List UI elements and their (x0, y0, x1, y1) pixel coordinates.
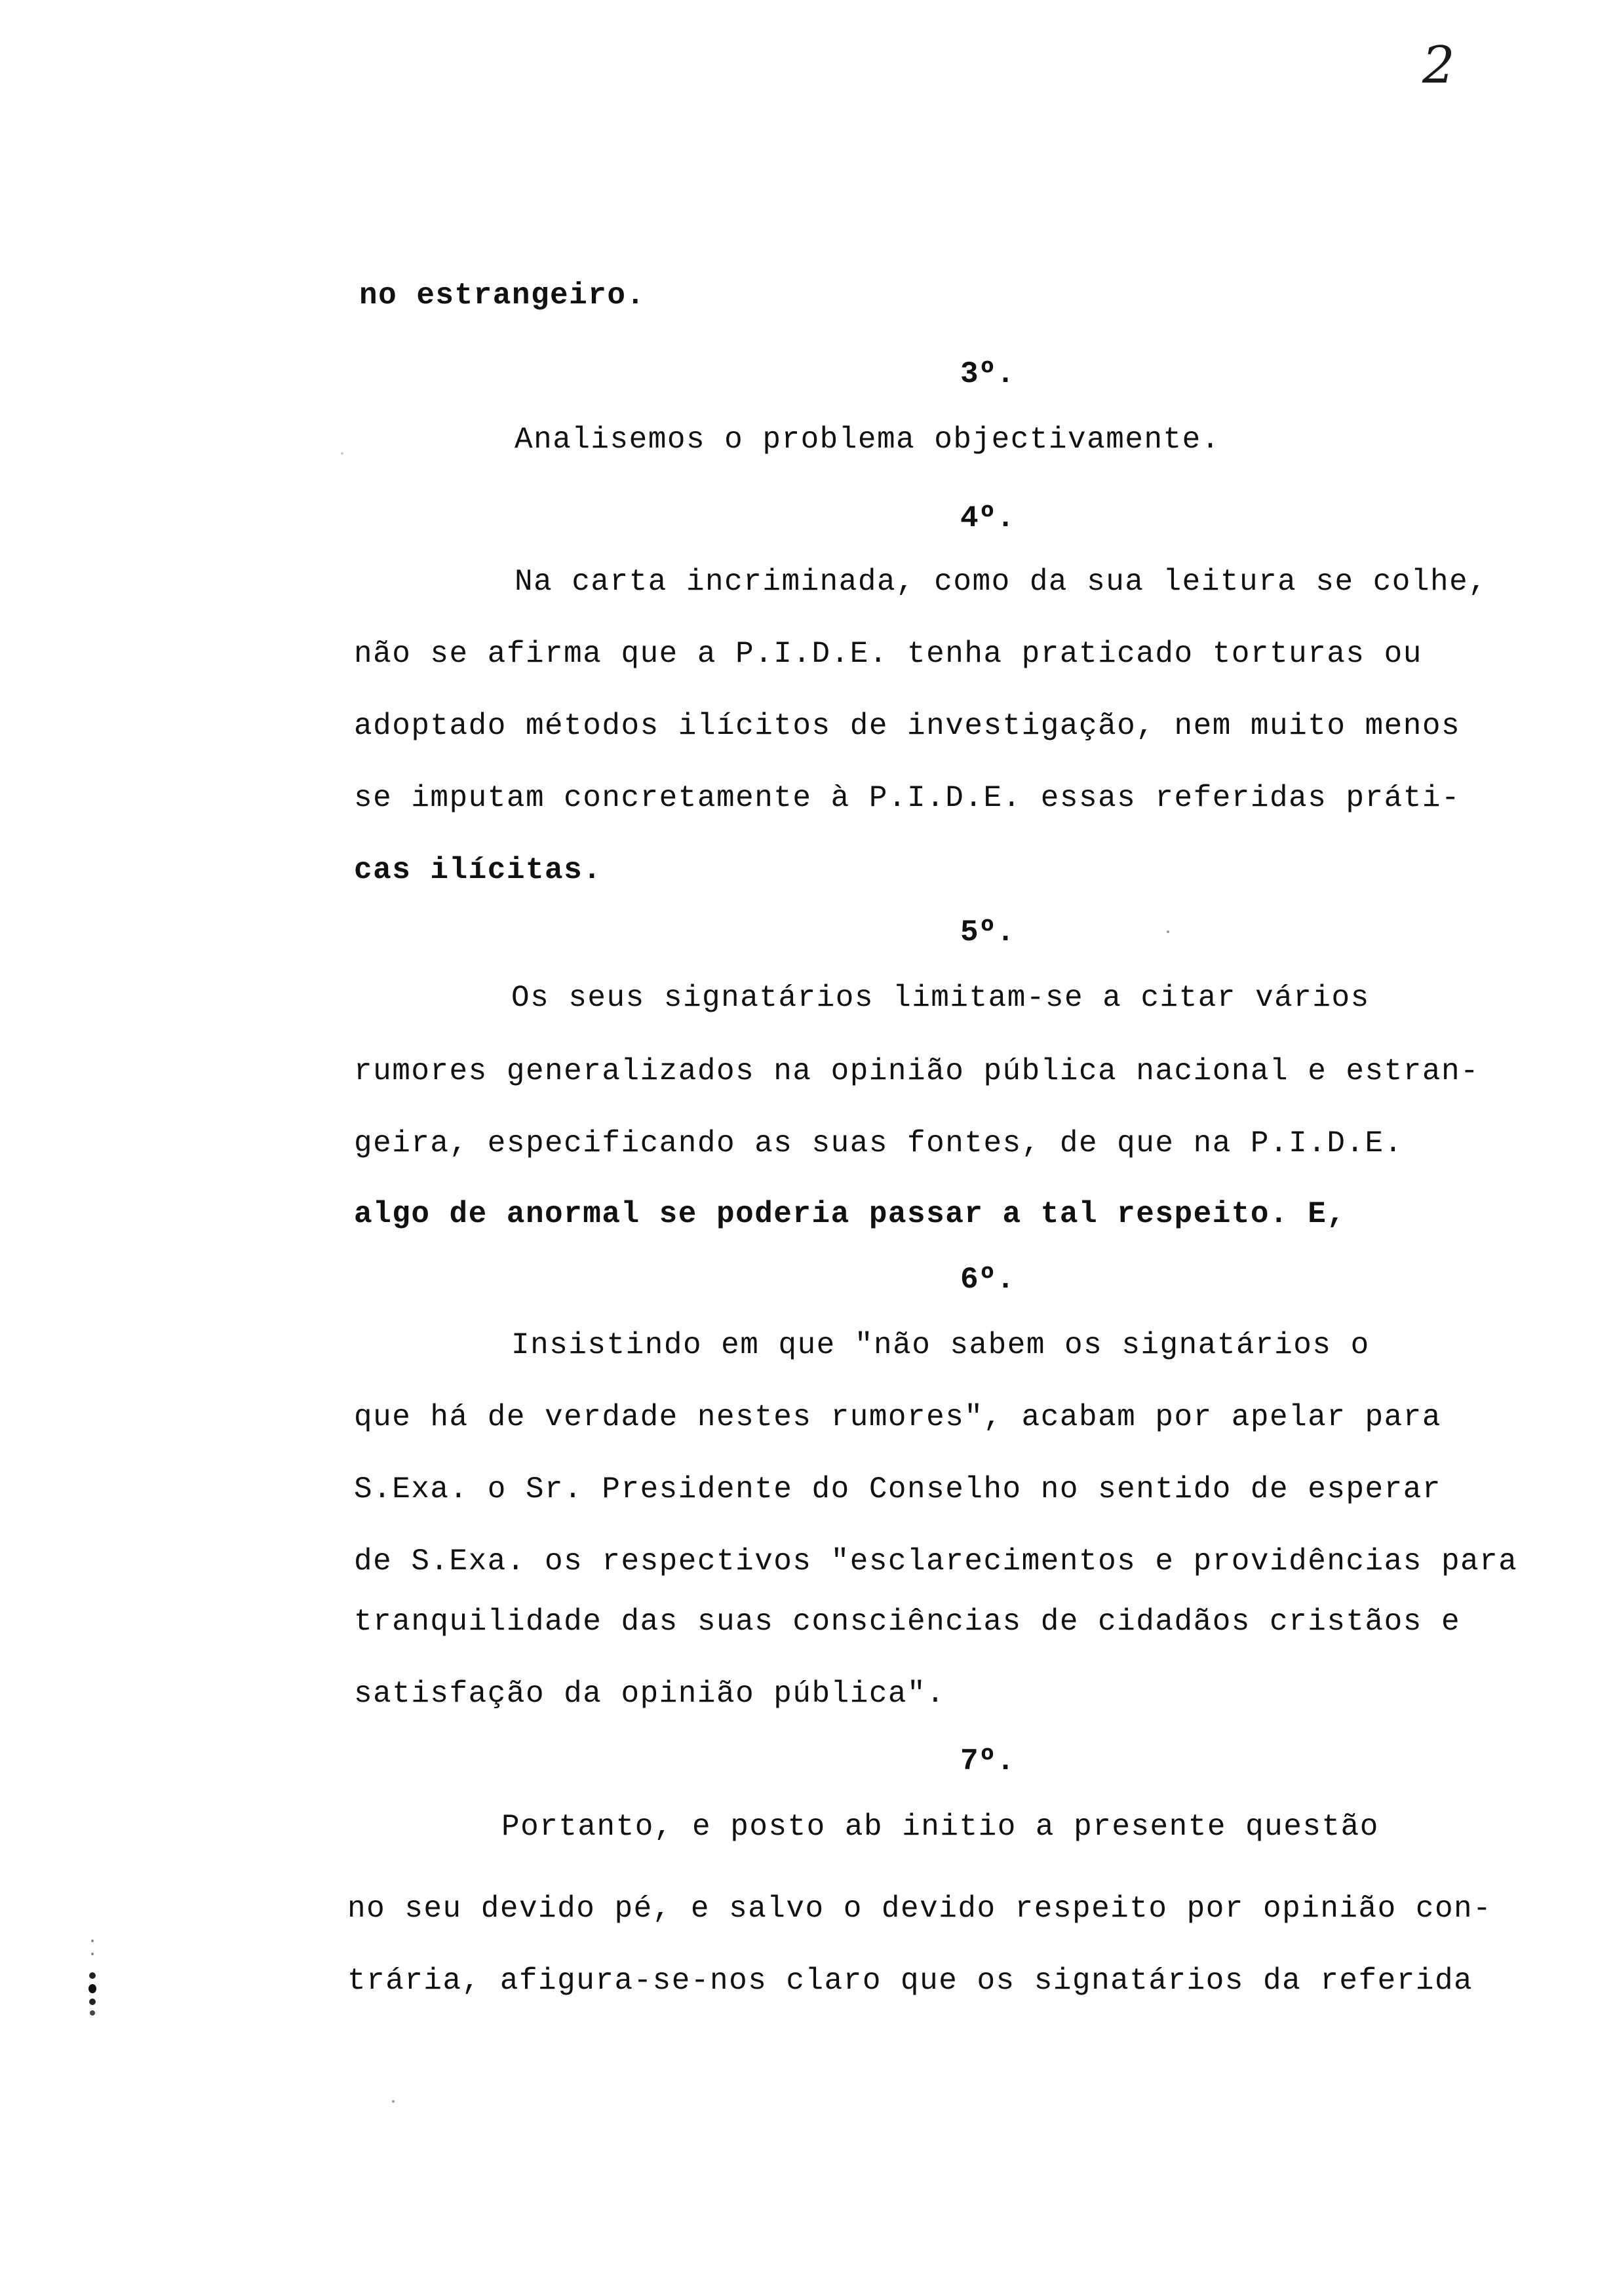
text-line-20: trária, afigura-se-nos claro que os signatários da referida (347, 1964, 1473, 1998)
text-line-6: se imputam concretamente à P.I.D.E. essas referidas práti- (354, 781, 1461, 815)
text-line-12: Insistindo em que "não sabem os signatários o (511, 1328, 1370, 1362)
text-line-7: cas ilícitas. (354, 853, 602, 887)
text-line-5: adoptado métodos ilícitos de investigação, nem muito menos (354, 709, 1461, 743)
text-line-4: não se afirma que a P.I.D.E. tenha praticado torturas ou (354, 637, 1422, 671)
paper-speck (341, 452, 343, 455)
text-line-1: no estrangeiro. (359, 278, 646, 313)
text-line-11: algo de anormal se poderia passar a tal respeito. E, (354, 1197, 1346, 1231)
text-line-14: S.Exa. o Sr. Presidente do Conselho no sentido de esperar (354, 1472, 1441, 1506)
text-line-17: satisfação da opinião pública". (354, 1677, 946, 1711)
paper-speck (392, 2100, 395, 2103)
paragraph-number-4: 4º. (960, 501, 1015, 535)
paragraph-number-3: 3º. (960, 357, 1015, 391)
paragraph-number-5: 5º. (960, 915, 1015, 949)
text-line-15: de S.Exa. os respectivos "esclarecimentos e providências para (354, 1544, 1518, 1578)
text-line-13: que há de verdade nestes rumores", acabam por apelar para (354, 1400, 1441, 1434)
text-line-8: Os seus signatários limitam-se a citar vários (511, 981, 1370, 1015)
binder-hole-mark (85, 1940, 100, 2018)
paragraph-number-6: 6º. (960, 1263, 1015, 1297)
text-line-16: tranquilidade das suas consciências de cidadãos cristãos e (354, 1605, 1461, 1639)
text-line-19: no seu devido pé, e salvo o devido respeito por opinião con- (347, 1892, 1492, 1926)
text-line-2: Analisemos o problema objectivamente. (515, 423, 1220, 457)
text-line-9: rumores generalizados na opinião pública nacional e estran- (354, 1054, 1480, 1088)
text-line-3: Na carta incriminada, como da sua leitura se colhe, (515, 565, 1488, 599)
paragraph-number-7: 7º. (960, 1744, 1015, 1778)
paper-speck (1167, 930, 1169, 933)
text-line-18: Portanto, e posto ab initio a presente questão (501, 1810, 1379, 1844)
text-line-10: geira, especificando as suas fontes, de que na P.I.D.E. (354, 1126, 1403, 1160)
page-number: 2 (1422, 36, 1455, 95)
